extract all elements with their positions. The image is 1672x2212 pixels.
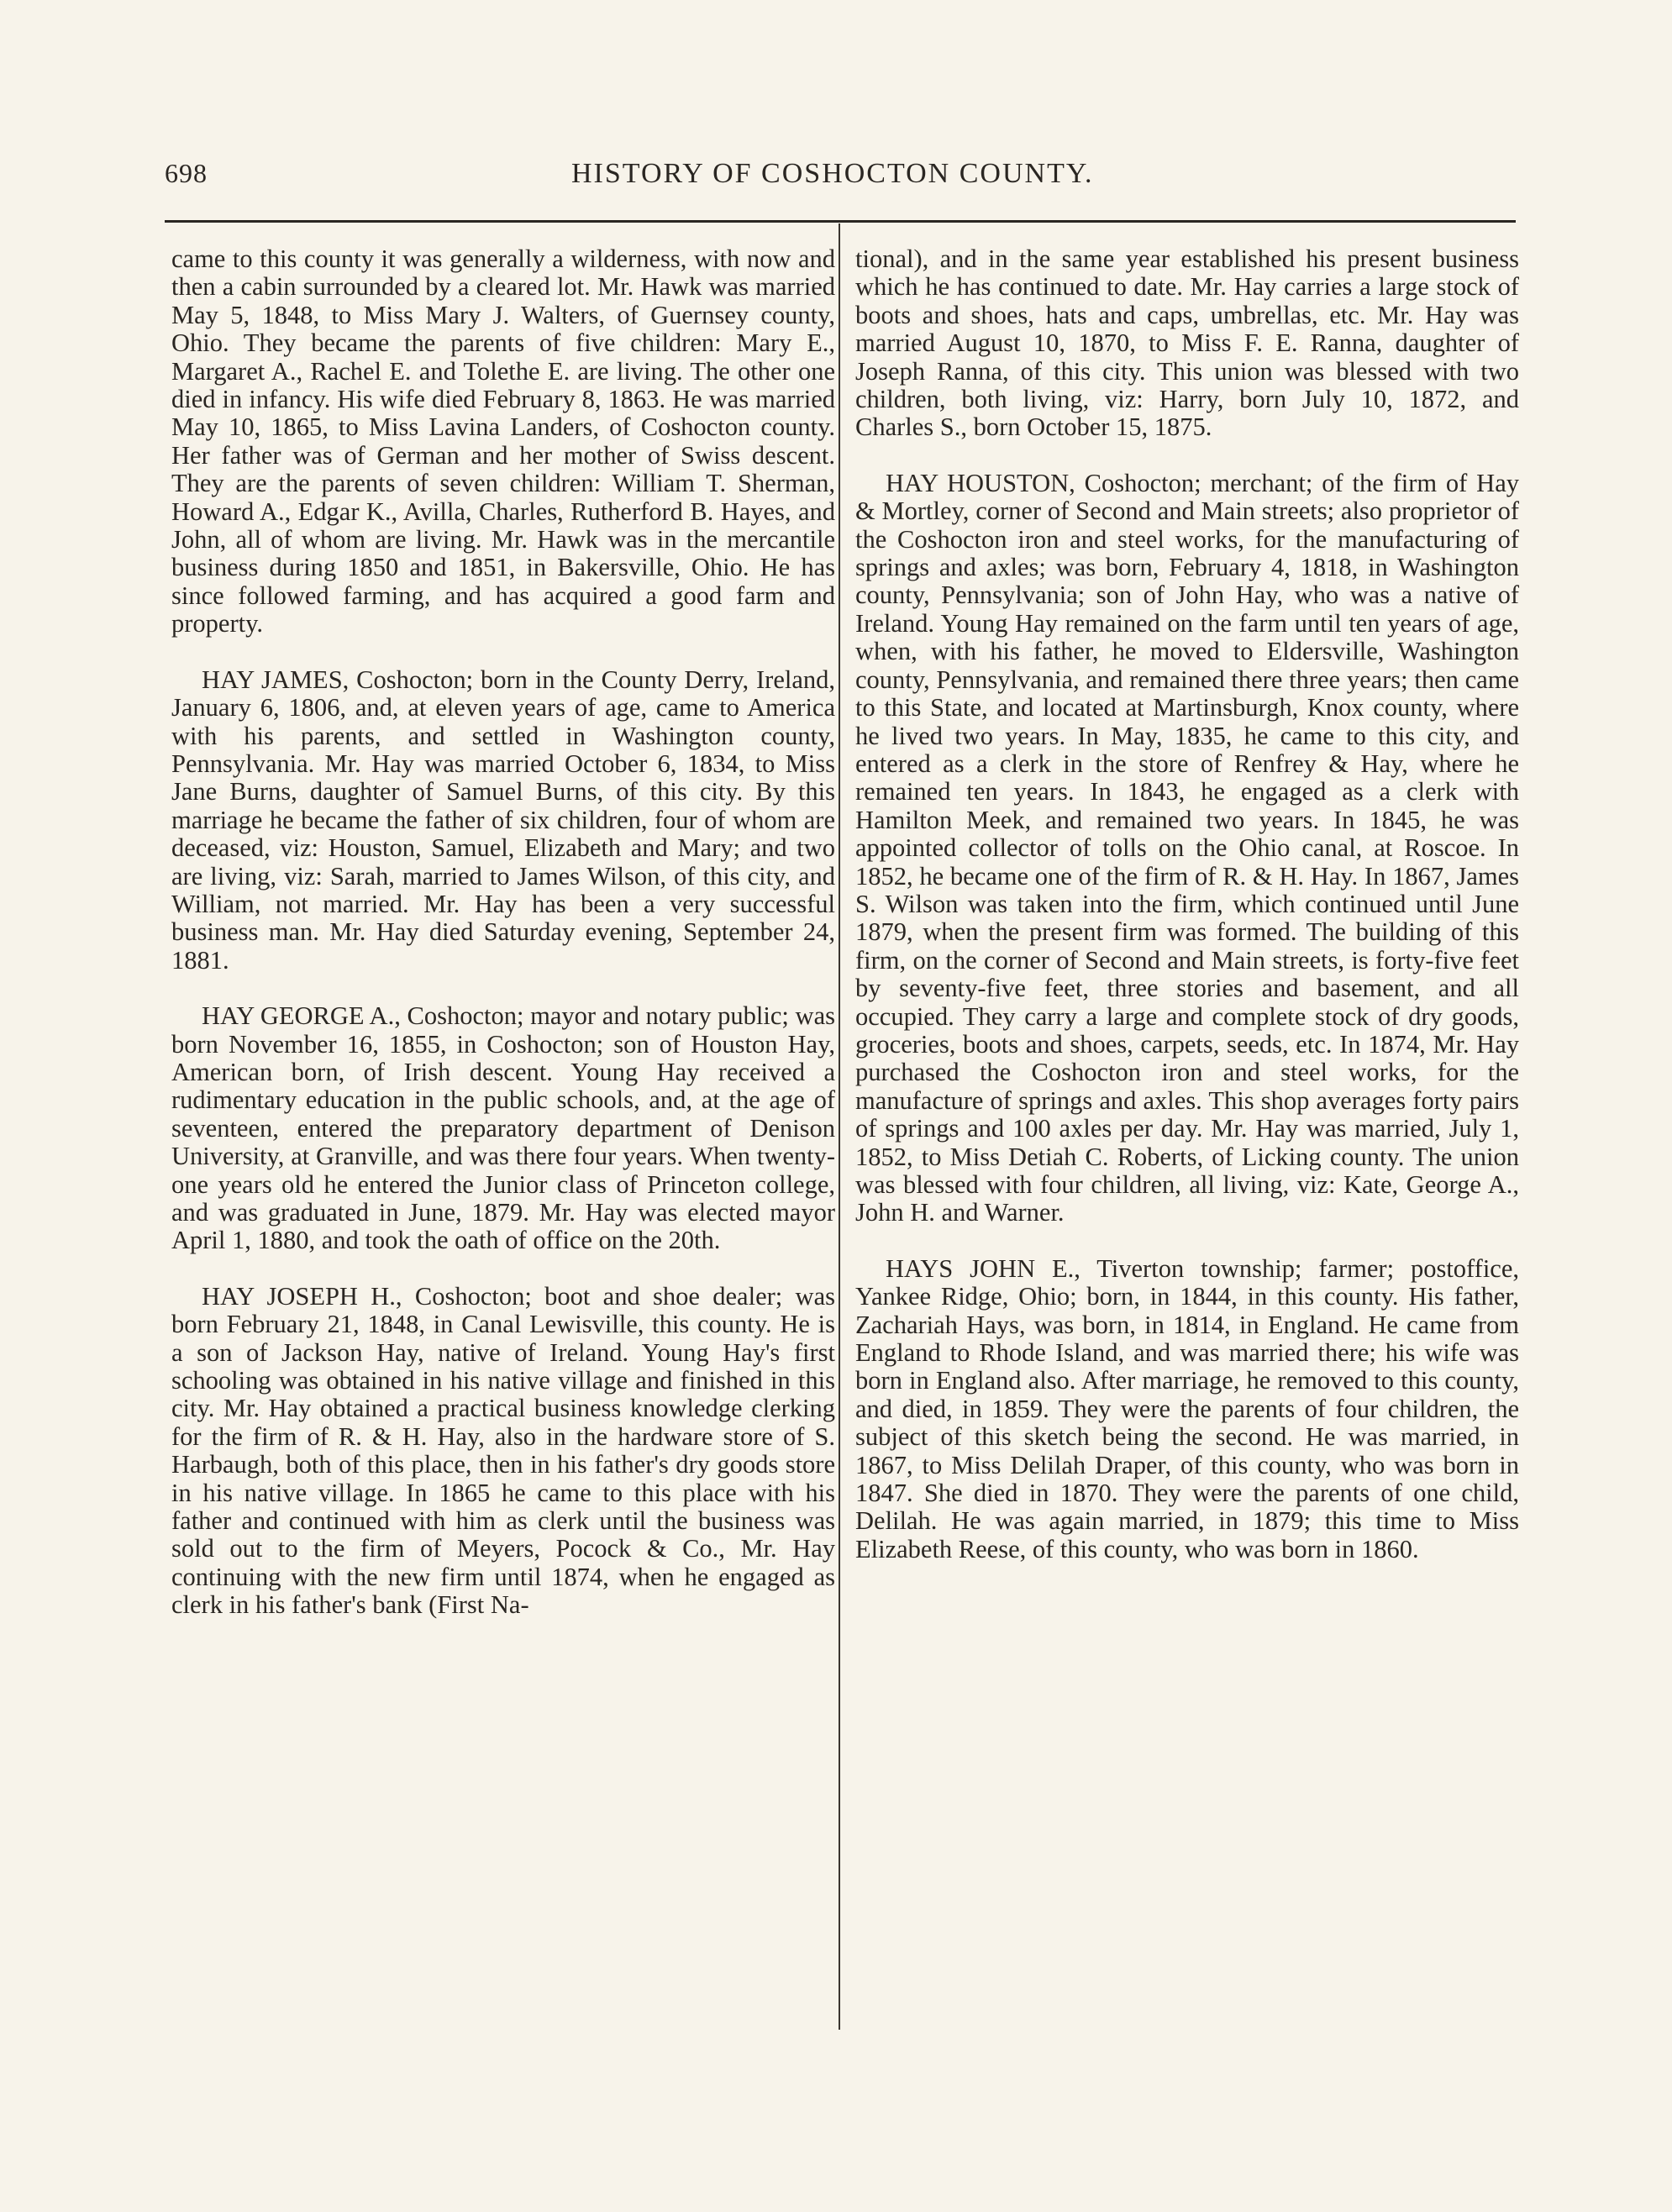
running-title: HISTORY OF COSHOCTON COUNTY. xyxy=(571,158,1094,189)
page-header xyxy=(0,158,1672,208)
right-column xyxy=(855,245,1519,1591)
paragraph-hawk-continued: came to this county it was generally a wilderness, with now and then a cabin surrounded by a cleared lot. Mr. Hawk was married May 5, 1848, to Miss Mary J. Walters, of Guernsey county, Ohio. They became the parents of five children: Mary E., Margaret A., Rachel E. and Tolethe E. are living. The other one died in infancy. His wife died February 8, 1863. He was married May 10, 1865, to Miss Lavina Landers, of Coshocton county. Her father was of German and her mother of Swiss descent. They are the parents of seven children: William T. Sherman, Howard A., Edgar K., Avilla, Charles, Rutherford B. Hayes, and John, all of whom are living. Mr. Hawk was in the mercantile business during 1850 and 1851, in Bakersville, Ohio. He has since followed farming, and has acquired a good farm and property. xyxy=(171,244,835,638)
entry-hay-james: HAY JAMES, Coshocton; born in the County Derry, Ireland, January 6, 1806, and, at eleven years of age, came to America with his parents, and settled in Washington county, Pennsylvania. Mr. Hay was married October 6, 1834, to Miss Jane Burns, daughter of Samuel Burns, of this city. By this marriage he became the father of six children, four of whom are deceased, viz: Houston, Samuel, Elizabeth and Mary; and two are living, viz: Sarah, married to James Wilson, of this city, and William, not married. Mr. Hay has been a very successful business man. Mr. Hay died Saturday evening, September 24, 1881. xyxy=(171,665,835,975)
header-rule xyxy=(165,220,1516,223)
entry-hay-george: HAY GEORGE A., Coshocton; mayor and notary public; was born November 16, 1855, in Coshocton; son of Houston Hay, American born, of Irish descent. Young Hay received a rudimentary education in the public schools, and, at the age of seventeen, entered the preparatory department of Denison University, at Granville, and was there four years. When twenty-one years old he entered the Junior class of Princeton college, and was graduated in June, 1879. Mr. Hay was elected mayor April 1, 1880, and took the oath of office on the 20th. xyxy=(171,1001,835,1255)
entry-hay-joseph: HAY JOSEPH H., Coshocton; boot and shoe dealer; was born February 21, 1848, in Canal Lewisville, this county. He is a son of Jackson Hay, native of Ireland. Young Hay's first schooling was obtained in his native village and finished in this city. Mr. Hay obtained a practical business knowledge clerking for the firm of R. & H. Hay, also in the hardware store of S. Harbaugh, both of this place, then in his father's dry goods store in his native village. In 1865 he came to this place with his father and continued with him as clerk until the business was sold out to the firm of Meyers, Pocock & Co., Mr. Hay continuing with the new firm until 1874, when he engaged as clerk in his father's bank (First Na- xyxy=(171,1281,835,1620)
page-number: 698 xyxy=(165,158,208,188)
left-column xyxy=(171,245,835,1647)
entry-hays-john: HAYS JOHN E., Tiverton township; farmer; postoffice, Yankee Ridge, Ohio; born, in 1844, in this county. His father, Zachariah Hays, was born, in 1814, in England. He came from England to Rhode Island, and was married there; his wife was born in England also. After marriage, he removed to this county, and died, in 1859. They were the parents of four children, the subject of this sketch being the second. He was married, in 1867, to Miss Delilah Draper, of this county, who was born in 1847. She died in 1870. They were the parents of one child, Delilah. He was again married, in 1879; this time to Miss Elizabeth Reese, of this county, who was born in 1860. xyxy=(855,1253,1519,1563)
column-divider xyxy=(839,223,840,2030)
entry-hay-houston: HAY HOUSTON, Coshocton; merchant; of the firm of Hay & Mortley, corner of Second and Main streets; also proprietor of the Coshocton iron and steel works, for the manufacturing of springs and axles; was born, February 4, 1818, in Washington county, Pennsylvania; son of John Hay, who was a native of Ireland. Young Hay remained on the farm until ten years of age, when, with his father, he moved to Eldersville, Washington county, Pennsylvania, and remained there three years; then came to this State, and located at Martinsburgh, Knox county, where he lived two years. In May, 1835, he came to this city, and entered as a clerk in the store of Renfrey & Hay, where he remained ten years. In 1843, he engaged as a clerk with Hamilton Meek, and remained two years. In 1845, he was appointed collector of tolls on the Ohio canal, at Roscoe. In 1852, he became one of the firm of R. & H. Hay. In 1867, James S. Wilson was taken into the firm, which continued until June 1879, when the present firm was formed. The building of this firm, on the corner of Second and Main streets, is forty-five feet by seventy-five feet, three stories and basement, and all occupied. They carry a large and complete stock of dry goods, groceries, boots and shoes, carpets, seeds, etc. In 1874, Mr. Hay purchased the Coshocton iron and steel works, for the manufacture of springs and axles. This shop averages forty pairs of springs and 100 axles per day. Mr. Hay was married, July 1, 1852, to Miss Detiah C. Roberts, of Licking county. The union was blessed with four children, all living, viz: Kate, George A., John H. and Warner. xyxy=(855,468,1519,1227)
paragraph-hay-joseph-continued: tional), and in the same year established his present business which he has continued to date. Mr. Hay carries a large stock of boots and shoes, hats and caps, umbrellas, etc. Mr. Hay was married August 10, 1870, to Miss F. E. Ranna, daughter of Joseph Ranna, of this city. This union was blessed with two children, both living, viz: Harry, born July 10, 1872, and Charles S., born October 15, 1875. xyxy=(855,244,1519,442)
